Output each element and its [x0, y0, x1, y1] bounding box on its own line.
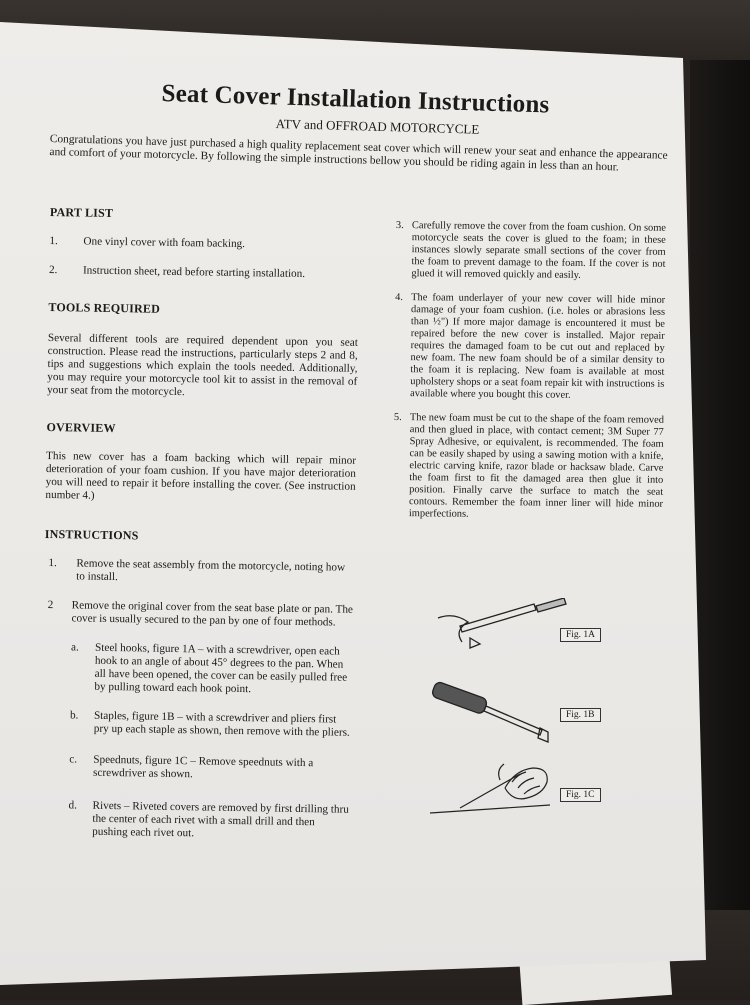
fig-1a-label: Fig. 1A [560, 628, 601, 642]
screwdriver-staple-drawing [431, 681, 548, 742]
substep-text: Steel hooks, figure 1A – with a screwdriver, open each hook to an angle of about 45° degrees to the pan. When all have been opened, the cover can be easily pulled free by pulling toward each hook point. [94, 641, 348, 696]
step-number: 2 [47, 599, 54, 612]
page-title: Seat Cover Installation Instructions [161, 80, 550, 119]
step-number: 4. [395, 291, 404, 304]
fig-1b-label: Fig. 1B [560, 708, 601, 722]
step-number: 3. [395, 220, 404, 232]
item-text: One vinyl cover with foam backing. [83, 235, 246, 251]
figures-area [420, 598, 650, 838]
step-text: Carefully remove the cover from the foam cushion. On some motorcycle seats the cover is glued to the foam; in these instances slowly separate small sections of the cover from the foam to prevent damage to the foam. If the cover is not glued it will removed quickly and easily. [411, 220, 666, 281]
substep-text: Staples, figure 1B – with a screwdriver and pliers first pry up each staple as shown, then remove with the pliers. [93, 709, 350, 739]
list-item [49, 264, 359, 282]
overview-heading: OVERVIEW [46, 419, 116, 436]
instructions-heading: INSTRUCTIONS [44, 526, 139, 543]
substep-letter: b. [69, 709, 79, 722]
step-text: Remove the seat assembly from the motorcycle, noting how to install. [76, 557, 346, 584]
substep-text: Speednuts, figure 1C – Remove speednuts with a screwdriver as shown. [93, 753, 314, 781]
intro-paragraph: Congratulations you have just purchased a high quality replacement seat cover which will renew your seat and enhance the appearance and comfort of your motorcycle. By following the simple instructions bellow you should be riding again in less than an hour. [49, 133, 668, 174]
right-column [393, 220, 666, 535]
list-item [395, 220, 666, 283]
step-number: 1. [48, 557, 57, 570]
list-item [44, 557, 354, 588]
list-item [49, 235, 359, 253]
list-item [41, 753, 351, 784]
step-text: The foam underlayer of your new cover will hide minor damage of your foam cushion. (i.e. holes or abrasions less than ½") If more major damage is encountered it must be repaired before the new cover is installed. Major repair requires the damaged foam to be cut out and replaced by new foam. The new foam should be of a similar density to the foam it is replacing. New foam is available at most upholstery shops or a seat foam repair kit with instructions is available where you bought this cover. [410, 292, 666, 401]
part-list-heading: PART LIST [49, 205, 114, 220]
substep-letter: a. [70, 641, 79, 654]
figure-drawings [420, 598, 650, 838]
tools-heading: TOOLS REQUIRED [48, 299, 161, 316]
tools-paragraph: Several different tools are required dependent upon you seat construction. Please read the instructions, particularly steps 2 and 8, tips and suggestions which explain the tools needed. Additionally, you may require your motorcycle tool kit to assist in the removal of your seat from the motorcycle. [47, 331, 358, 399]
substep-letter: c. [69, 753, 78, 766]
fig-1c-label: Fig. 1C [560, 788, 601, 802]
list-item [393, 412, 664, 523]
overview-paragraph: This new cover has a foam backing which will repair minor deterioration of your foam cushion. If you have major deterioration you will need to repair it before installing the cover. (See instruction number 4.) [45, 449, 357, 502]
list-item [42, 641, 353, 698]
list-item [43, 599, 353, 630]
item-number: 1. [49, 234, 58, 248]
hand-speednut-drawing [430, 764, 550, 813]
page-subtitle: ATV and OFFROAD MOTORCYCLE [275, 116, 480, 137]
list-item [42, 709, 352, 740]
step-text: The new foam must be cut to the shape of the foam removed and then glued in place, with contact cement; 3M Super 77 Spray Adhesive, or equivalent, is recommended. The foam can be easily shaped by using a sawing motion with a knife, electric carving knife, razor blade or hacksaw blade. Carve the foam first to fit the damaged area then glue it into position. Finally carve the surface to match the seat contours. Remember the foam inner liner will hide minor imperfections. [408, 412, 664, 520]
step-number: 5. [393, 411, 402, 424]
substep-letter: d. [68, 799, 78, 812]
item-text: Instruction sheet, read before starting installation. [82, 264, 306, 281]
steel-hook-screwdriver-drawing [438, 598, 566, 648]
step-text: Remove the original cover from the seat base plate or pan. The cover is usually secured to the pan by one of four methods. [71, 599, 354, 629]
left-column [40, 206, 360, 843]
list-item [394, 292, 665, 403]
item-number: 2. [48, 263, 58, 277]
list-item [40, 799, 351, 843]
substep-text: Rivets – Riveted covers are removed by first drilling thru the center of each rivet with a small drill and then pushing each rivet out. [92, 799, 349, 840]
